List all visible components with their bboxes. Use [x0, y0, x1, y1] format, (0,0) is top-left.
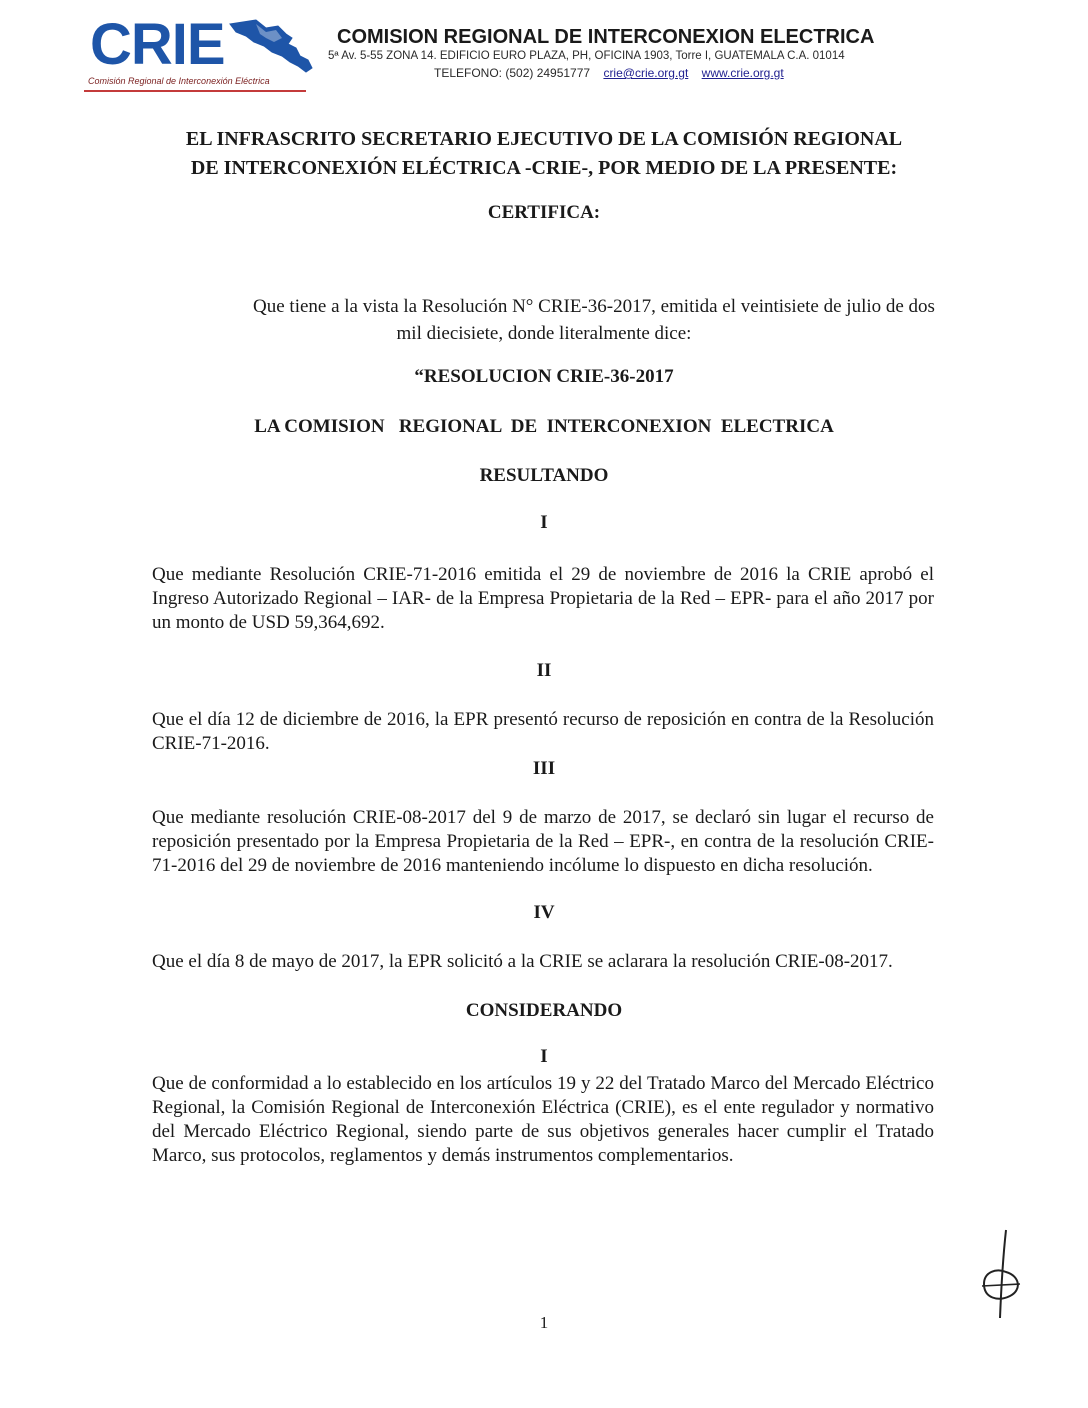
organization-address: 5ª Av. 5-55 ZONA 14. EDIFICIO EURO PLAZA, PH, OFICINA 1903, Torre I, GUATEMALA C.A. 01014	[328, 50, 845, 62]
logo-underline	[84, 90, 306, 92]
page-number: 1	[539, 1313, 549, 1332]
considerando-paragraph: Que de conformidad a lo establecido en los artículos 19 y 22 del Tratado Marco del Mercado Eléctrico Regional, la Comisión Regional de Interconexión Eléctrica (CRIE), es el ente regulador y normativo del Mercado Eléctrico Regional, siendo parte de sus objetivos generales hacer cumplir el Tratado Marco, sus protocolos, reglamentos y demás instrumentos complementarios.	[152, 1073, 934, 1166]
handwritten-signature	[976, 1228, 1026, 1320]
resultando-numeral: II	[536, 660, 552, 681]
commission-name: LA COMISION REGIONAL DE INTERCONEXION ELECTRICA	[254, 416, 834, 437]
resultando-paragraph: Que mediante resolución CRIE-08-2017 del 9 de marzo de 2017, se declaró sin lugar el recurso de reposición presentado por la Empresa Propietaria de la Red – EPR-, en contra de la resolución CRIE-71-2016 del 29 de noviembre de 2016 manteniendo incólume lo dispuesto en dicha resolución.	[152, 807, 934, 876]
resultando-numeral: III	[532, 758, 556, 779]
certification-heading-line-2: DE INTERCONEXIÓN ELÉCTRICA -CRIE-, POR MEDIO DE LA PRESENTE:	[190, 157, 898, 179]
resultando-paragraph: Que el día 12 de diciembre de 2016, la EPR presentó recurso de reposición en contra de la Resolución CRIE-71-2016.	[152, 709, 934, 754]
intro-line-2: mil diecisiete, donde literalmente dice:	[396, 323, 692, 344]
website-link[interactable]: www.crie.org.gt	[701, 66, 784, 80]
logo-subtitle: Comisión Regional de Interconexión Eléctrica	[88, 76, 270, 86]
resultando-paragraph: Que el día 8 de mayo de 2017, la EPR solicitó a la CRIE se aclarara la resolución CRIE-08-2017.	[152, 951, 893, 972]
crie-logo	[84, 14, 324, 94]
logo-text: CRIE	[90, 12, 225, 77]
resultando-numeral: IV	[533, 902, 555, 923]
central-america-map-icon	[226, 16, 318, 76]
considerando-numeral: I	[540, 1046, 548, 1067]
email-link[interactable]: crie@crie.org.gt	[603, 66, 689, 80]
organization-name: COMISION REGIONAL DE INTERCONEXION ELECTRICA	[337, 26, 875, 48]
certification-heading-line-1: EL INFRASCRITO SECRETARIO EJECUTIVO DE LA COMISIÓN REGIONAL	[185, 128, 903, 150]
certifica-heading: CERTIFICA:	[487, 202, 601, 223]
organization-contact	[434, 66, 784, 80]
resultando-numeral: I	[540, 512, 548, 533]
resolution-title: “RESOLUCION CRIE-36-2017	[414, 366, 674, 387]
considerando-heading: CONSIDERANDO	[465, 1000, 623, 1021]
resultando-heading: RESULTANDO	[479, 465, 609, 486]
intro-line-1: Que tiene a la vista la Resolución N° CRIE-36-2017, emitida el veintisiete de julio de dos	[253, 296, 935, 317]
resultando-paragraph: Que mediante Resolución CRIE-71-2016 emitida el 29 de noviembre de 2016 la CRIE aprobó el Ingreso Autorizado Regional – IAR- de la Empresa Propietaria de la Red – EPR- para el año 2017 por un monto de USD 59,364,692.	[152, 564, 934, 633]
phone-number: TELEFONO: (502) 24951777	[434, 66, 591, 80]
